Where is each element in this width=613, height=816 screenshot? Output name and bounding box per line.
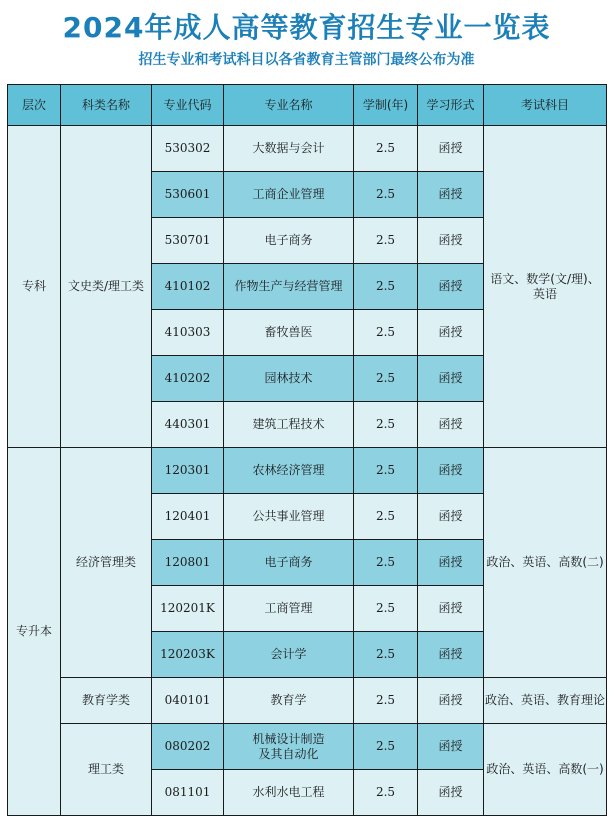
mode-cell: 函授 bbox=[418, 770, 484, 816]
major-cell: 水利水电工程 bbox=[224, 770, 354, 816]
level-cell-zhuanshengben: 专升本 bbox=[8, 448, 61, 816]
mode-cell: 函授 bbox=[418, 402, 484, 448]
table-row bbox=[8, 448, 607, 494]
table-row bbox=[8, 724, 607, 770]
code-cell: 410202 bbox=[152, 356, 224, 402]
exam-cell-zhuanke bbox=[484, 126, 607, 448]
years-cell: 2.5 bbox=[354, 770, 418, 816]
code-cell: 120801 bbox=[152, 540, 224, 586]
years-cell: 2.5 bbox=[354, 218, 418, 264]
page-subtitle: 招生专业和考试科目以各省教育主管部门最终公布为准 bbox=[138, 52, 475, 68]
exam-cell-jingji: 政治、英语、高数(二) bbox=[484, 448, 607, 678]
major-cell: 作物生产与经营管理 bbox=[224, 264, 354, 310]
years-cell: 2.5 bbox=[354, 126, 418, 172]
mode-cell: 函授 bbox=[418, 126, 484, 172]
major-cell: 建筑工程技术 bbox=[224, 402, 354, 448]
years-cell: 2.5 bbox=[354, 586, 418, 632]
table-header-row bbox=[8, 85, 607, 126]
years-cell: 2.5 bbox=[354, 632, 418, 678]
major-line: 机械设计制造 bbox=[252, 731, 325, 746]
category-cell: 教育学类 bbox=[61, 678, 152, 724]
header-category: 科类名称 bbox=[61, 85, 152, 126]
code-cell: 440301 bbox=[152, 402, 224, 448]
years-cell: 2.5 bbox=[354, 448, 418, 494]
years-cell: 2.5 bbox=[354, 310, 418, 356]
header-major: 专业名称 bbox=[224, 85, 354, 126]
major-cell: 工商企业管理 bbox=[224, 172, 354, 218]
exam-line: 英语 bbox=[532, 286, 557, 301]
header-years: 学制(年) bbox=[354, 85, 418, 126]
header-level: 层次 bbox=[8, 85, 61, 126]
page-title: 2024年成人高等教育招生专业一览表 bbox=[62, 11, 551, 44]
header-exam: 考试科目 bbox=[484, 85, 607, 126]
code-cell: 120401 bbox=[152, 494, 224, 540]
major-line: 及其自动化 bbox=[258, 746, 319, 761]
major-cell: 电子商务 bbox=[224, 218, 354, 264]
code-cell: 120301 bbox=[152, 448, 224, 494]
code-cell: 080202 bbox=[152, 724, 224, 770]
category-cell: 理工类 bbox=[61, 724, 152, 816]
years-cell: 2.5 bbox=[354, 172, 418, 218]
table-row bbox=[8, 126, 607, 172]
table-row bbox=[8, 678, 607, 724]
major-cell: 农林经济管理 bbox=[224, 448, 354, 494]
mode-cell: 函授 bbox=[418, 448, 484, 494]
mode-cell: 函授 bbox=[418, 494, 484, 540]
years-cell: 2.5 bbox=[354, 678, 418, 724]
code-cell: 410102 bbox=[152, 264, 224, 310]
level-cell-zhuanke: 专科 bbox=[8, 126, 61, 448]
mode-cell: 函授 bbox=[418, 540, 484, 586]
major-cell: 教育学 bbox=[224, 678, 354, 724]
mode-cell: 函授 bbox=[418, 218, 484, 264]
mode-cell: 函授 bbox=[418, 172, 484, 218]
category-cell: 经济管理类 bbox=[61, 448, 152, 678]
code-cell: 120203K bbox=[152, 632, 224, 678]
code-cell: 530601 bbox=[152, 172, 224, 218]
mode-cell: 函授 bbox=[418, 678, 484, 724]
header-code: 专业代码 bbox=[152, 85, 224, 126]
major-cell: 园林技术 bbox=[224, 356, 354, 402]
code-cell: 410303 bbox=[152, 310, 224, 356]
exam-cell-jiaoyu: 政治、英语、教育理论 bbox=[484, 678, 607, 724]
years-cell: 2.5 bbox=[354, 540, 418, 586]
mode-cell: 函授 bbox=[418, 356, 484, 402]
mode-cell: 函授 bbox=[418, 310, 484, 356]
mode-cell: 函授 bbox=[418, 586, 484, 632]
code-cell: 120201K bbox=[152, 586, 224, 632]
major-cell: 工商管理 bbox=[224, 586, 354, 632]
majors-table bbox=[7, 84, 607, 816]
major-cell: 畜牧兽医 bbox=[224, 310, 354, 356]
years-cell: 2.5 bbox=[354, 724, 418, 770]
code-cell: 530701 bbox=[152, 218, 224, 264]
header-mode: 学习形式 bbox=[418, 85, 484, 126]
exam-cell-ligong: 政治、英语、高数(一) bbox=[484, 724, 607, 816]
years-cell: 2.5 bbox=[354, 494, 418, 540]
major-cell: 电子商务 bbox=[224, 540, 354, 586]
code-cell: 530302 bbox=[152, 126, 224, 172]
major-cell bbox=[224, 724, 354, 770]
years-cell: 2.5 bbox=[354, 264, 418, 310]
mode-cell: 函授 bbox=[418, 632, 484, 678]
years-cell: 2.5 bbox=[354, 402, 418, 448]
mode-cell: 函授 bbox=[418, 264, 484, 310]
mode-cell: 函授 bbox=[418, 724, 484, 770]
major-cell: 会计学 bbox=[224, 632, 354, 678]
code-cell: 081101 bbox=[152, 770, 224, 816]
category-cell: 文史类/理工类 bbox=[61, 126, 152, 448]
years-cell: 2.5 bbox=[354, 356, 418, 402]
code-cell: 040101 bbox=[152, 678, 224, 724]
major-cell: 大数据与会计 bbox=[224, 126, 354, 172]
exam-line: 语文、数学(文/理)、 bbox=[490, 271, 600, 286]
major-cell: 公共事业管理 bbox=[224, 494, 354, 540]
